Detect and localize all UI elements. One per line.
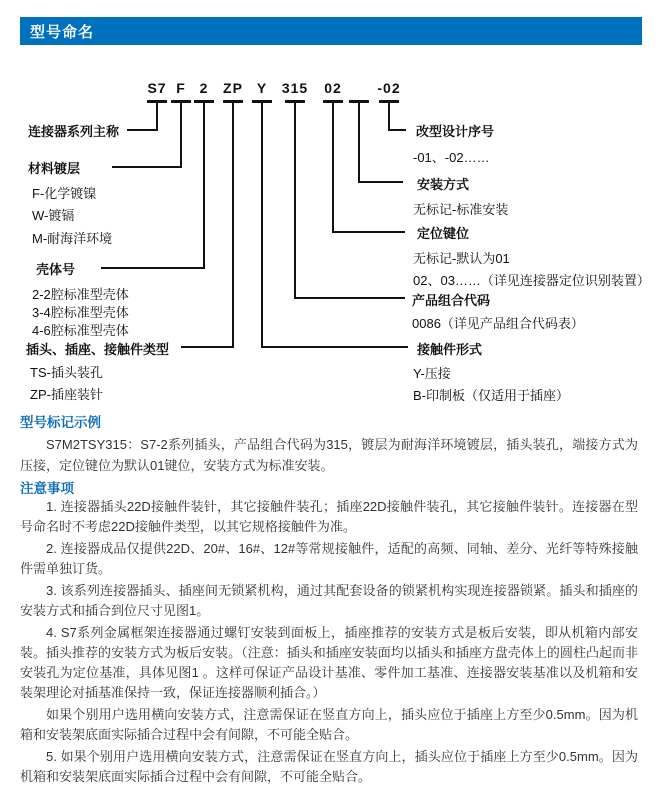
page-title: 型号命名 bbox=[30, 23, 95, 41]
connector-h-combo bbox=[294, 297, 405, 299]
connector-h-plating bbox=[112, 166, 181, 168]
model-code-token-f: F bbox=[176, 80, 186, 96]
label-contact-b: B-印制板（仅适用于插座） bbox=[413, 388, 570, 403]
connector-v-contact bbox=[261, 100, 263, 348]
label-type-title: 插头、插座、接触件类型 bbox=[26, 342, 170, 357]
model-code-token-y: Y bbox=[256, 80, 268, 96]
model-code-token-315: 315 bbox=[281, 80, 309, 96]
label-key-title: 定位键位 bbox=[417, 226, 470, 241]
label-shell-title: 壳体号 bbox=[36, 262, 76, 277]
connector-v-mod bbox=[388, 100, 390, 131]
label-plating-title: 材料镀层 bbox=[28, 161, 81, 176]
label-mod-title: 改型设计序号 bbox=[416, 124, 495, 139]
label-key-others: 02、03……（详见连接器定位识别装置） bbox=[413, 273, 650, 288]
notes-heading: 注意事项 bbox=[20, 481, 74, 496]
label-plating-f: F-化学镀镍 bbox=[32, 186, 97, 201]
connector-h-key bbox=[332, 231, 405, 233]
label-mount-std: 无标记-标准安装 bbox=[413, 202, 509, 217]
connector-h-contact bbox=[261, 346, 408, 348]
connector-h-type bbox=[181, 346, 233, 348]
label-shell-3: 3-4腔标准型壳体 bbox=[32, 305, 129, 320]
label-contact-y: Y-压接 bbox=[413, 366, 451, 381]
note-item-4: 4. S7系列金属框架连接器通过螺钉安装到面板上，插座推荐的安装方式是板后安装，即从机箱内部安装。插头推荐的安装方式为板后安装。（注意：插头和插座安装面均以插头和插座方盘壳体上的圆柱凸起而非安装孔为定位基准，具体见图1 。这样可保证产品设计基准、零件加工基准、连接器安装基准以及机箱和安装架理论对插基准保持一致，保证连接器顺利插合。） bbox=[20, 625, 638, 700]
note-item-1: 1. 连接器插头22D接触件装针，其它接触件装孔；插座22D接触件装孔，其它接触件装针。连接器在型号命名时不考虑22D接触件类型，以其它规格接触件为准。 bbox=[20, 499, 638, 534]
model-code-token-02: 02 bbox=[324, 80, 342, 96]
connector-v-shell bbox=[203, 100, 205, 269]
connector-v-combo bbox=[294, 100, 296, 299]
note-item-4b: 如果个别用户选用横向安装方式，注意需保证在竖直方向上，插头应位于插座上方至少0.5mm。因为机箱和安装架底面实际插合过程中会有间隙，不可能全贴合。 bbox=[20, 707, 638, 742]
connector-v-plating bbox=[180, 100, 182, 168]
label-combo-title: 产品组合代码 bbox=[412, 293, 491, 308]
label-shell-2: 2-2腔标准型壳体 bbox=[32, 287, 129, 302]
label-plating-w: W-镀镉 bbox=[32, 208, 75, 223]
model-code-token-2: 2 bbox=[199, 80, 209, 96]
connector-h-mount bbox=[358, 181, 403, 183]
connector-h-shell bbox=[101, 267, 204, 269]
model-code-token-zp: ZP bbox=[223, 80, 243, 96]
model-code-token-s7: S7 bbox=[147, 80, 167, 96]
connector-v-type bbox=[232, 100, 234, 348]
model-code-token-mod: -02 bbox=[377, 80, 401, 96]
note-item-2: 2. 连接器成品仅提供22D、20#、16#、12#等常规接触件，适配的高频、同轴、差分、光纤等特殊接触件需单独订货。 bbox=[20, 541, 638, 576]
connector-v-series bbox=[156, 100, 158, 131]
label-type-zp: ZP-插座装针 bbox=[30, 387, 103, 402]
label-type-ts: TS-插头装孔 bbox=[30, 365, 103, 380]
label-combo-code: 0086（详见产品组合代码表） bbox=[412, 316, 584, 331]
notes-list bbox=[20, 497, 638, 788]
connector-h-series bbox=[127, 129, 157, 131]
note-item-5: 5. 如果个别用户选用横向安装方式，注意需保证在竖直方向上，插头应位于插座上方至少0.5mm。因为机箱和安装架底面实际插合过程中会有间隙，不可能全贴合。 bbox=[20, 749, 638, 784]
note-item-3: 3. 该系列连接器插头、插座间无锁紧机构，通过其配套设备的锁紧机构实现连接器锁紧。插头和插座的安装方式和插合到位尺寸见图1。 bbox=[20, 583, 638, 618]
connector-v-mount bbox=[358, 100, 360, 183]
label-plating-m: M-耐海洋环境 bbox=[32, 231, 113, 246]
connector-v-key bbox=[332, 100, 334, 233]
example-paragraph: S7M2TSY315：S7-2系列插头，产品组合代码为315，镀层为耐海洋环境镀层，插头装孔，端接方式为压接，定位键位为默认01键位，安装方式为标准安装。 bbox=[20, 437, 638, 473]
label-key-default: 无标记-默认为01 bbox=[413, 251, 510, 266]
label-contact-title: 接触件形式 bbox=[417, 342, 483, 357]
label-series-title: 连接器系列主称 bbox=[28, 124, 120, 139]
label-mod-values: -01、-02…… bbox=[413, 150, 490, 165]
connector-h-mod bbox=[388, 129, 406, 131]
label-mount-title: 安装方式 bbox=[417, 177, 470, 192]
label-shell-4: 4-6腔标准型壳体 bbox=[32, 323, 129, 338]
example-heading: 型号标记示例 bbox=[20, 415, 101, 430]
